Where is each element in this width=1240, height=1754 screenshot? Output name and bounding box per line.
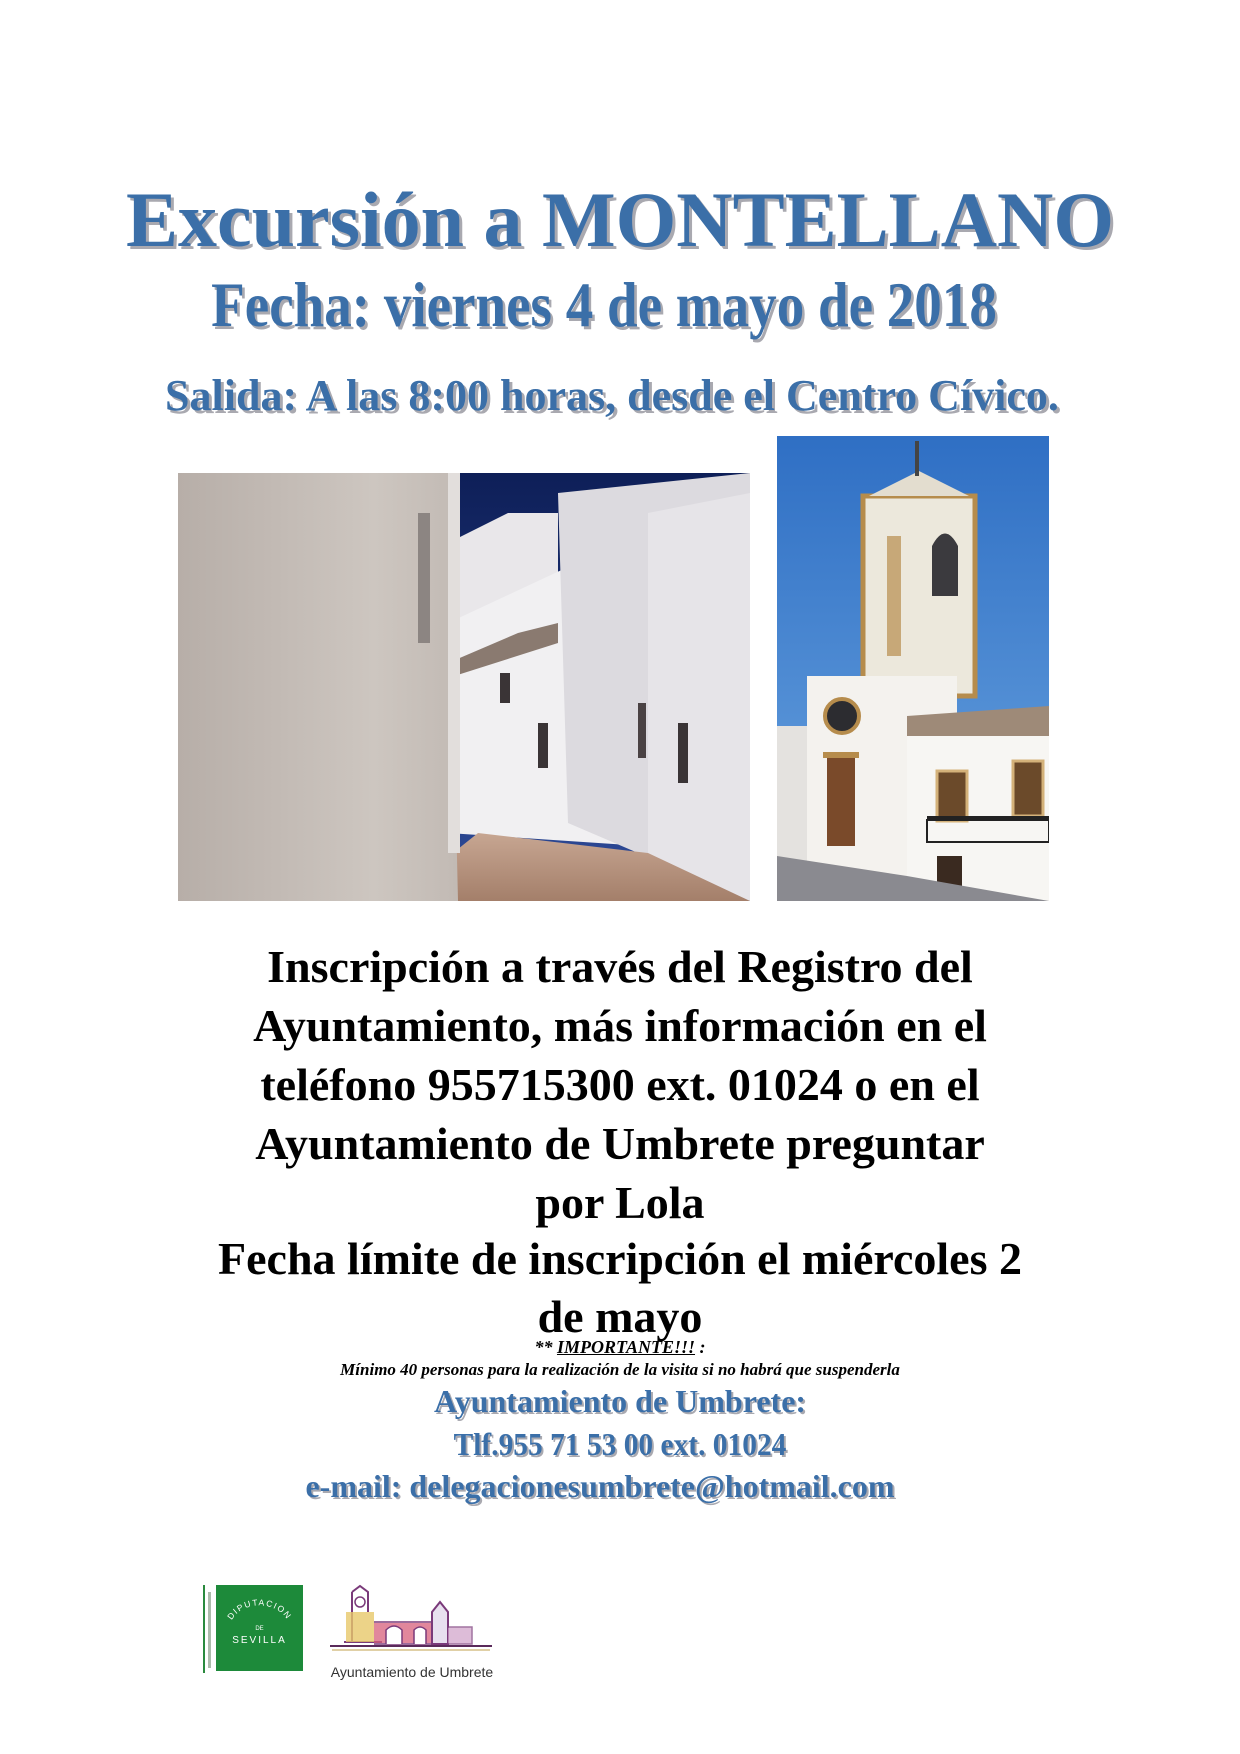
deadline-line: de mayo: [537, 1291, 703, 1342]
poster-title: Excursión a MONTELLANO: [125, 176, 1115, 263]
ayuntamiento-umbrete-logo: [322, 1572, 502, 1682]
contact-email: e-mail: delegacionesumbrete@hotmail.com: [305, 1468, 895, 1504]
diputacion-sevilla-logo: [203, 1585, 303, 1673]
logo-line1: DIPUTACION: [225, 1597, 294, 1622]
minimum-participants-note: Mínimo 40 personas para la realización de la visita si no habrá que suspenderla: [340, 1360, 900, 1379]
registration-line: Inscripción a través del Registro del: [267, 941, 973, 992]
street-photo: [178, 473, 750, 901]
important-heading: [120, 1336, 1120, 1358]
important-label: IMPORTANTE!!!: [556, 1337, 696, 1357]
logo-line2: DE: [255, 1626, 264, 1632]
excursion-date: Fecha: viernes 4 de mayo de 2018: [211, 269, 997, 340]
umbrete-logo-caption: Ayuntamiento de Umbrete: [330, 1664, 494, 1680]
registration-line: Ayuntamiento, más información en el: [253, 1000, 987, 1051]
deadline-line: Fecha límite de inscripción el miércoles 2: [218, 1233, 1022, 1284]
registration-line: Ayuntamiento de Umbrete preguntar: [255, 1118, 985, 1169]
svg-text:DIPUTACION: [225, 1597, 294, 1621]
departure-info: Salida: A las 8:00 horas, desde el Centro Cívico.: [165, 371, 1059, 420]
important-suffix: :: [695, 1337, 706, 1357]
church-photo: [777, 436, 1049, 901]
important-prefix: **: [534, 1337, 557, 1357]
registration-line: teléfono 955715300 ext. 01024 o en el: [260, 1059, 980, 1110]
logo-side-text: [207, 1590, 212, 1670]
contact-name: Ayuntamiento de Umbrete:: [433, 1383, 807, 1419]
contact-phone: Tlf.955 71 53 00 ext. 01024: [453, 1426, 787, 1462]
registration-line: por Lola: [535, 1177, 705, 1228]
registration-info: [120, 937, 1120, 1232]
registration-deadline: [120, 1230, 1120, 1346]
logo-line3: SEVILLA: [232, 1635, 287, 1646]
